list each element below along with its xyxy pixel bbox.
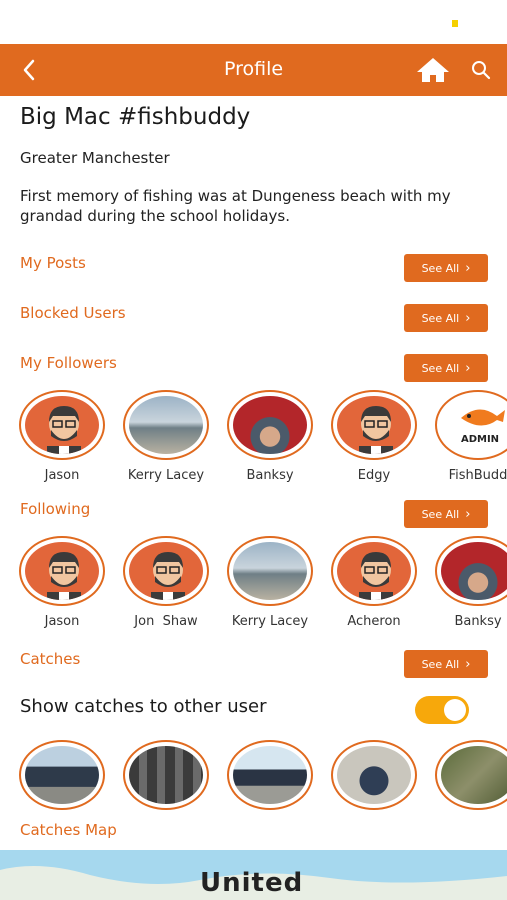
map-country-label: United bbox=[200, 868, 304, 898]
following-see-all-button[interactable] bbox=[404, 500, 488, 528]
following-name: Jon Shaw bbox=[134, 614, 198, 629]
cartoon-man-avatar-icon bbox=[25, 396, 99, 454]
catch-thumbnail bbox=[331, 740, 417, 810]
see-all-label: See All bbox=[421, 507, 460, 521]
blocked-users-label: Blocked Users bbox=[20, 304, 126, 322]
catch-thumbnail bbox=[227, 740, 313, 810]
follower-item[interactable] bbox=[114, 390, 218, 483]
catch-item[interactable] bbox=[10, 740, 114, 810]
cartoon-man-avatar-icon bbox=[337, 396, 411, 454]
home-button[interactable] bbox=[414, 54, 452, 86]
avatar bbox=[123, 390, 209, 460]
following-name: Banksy bbox=[454, 614, 502, 629]
page-title: Profile bbox=[223, 58, 284, 80]
following-item[interactable] bbox=[10, 536, 114, 629]
profile-bio: First memory of fishing was at Dungeness beach with my grandad during the school holidays. bbox=[20, 187, 451, 225]
chevron-right-icon: › bbox=[465, 260, 471, 276]
profile-name: Big Mac #fishbuddy bbox=[20, 104, 251, 130]
cartoon-man-avatar-icon bbox=[25, 542, 99, 600]
catches-label: Catches bbox=[20, 650, 81, 668]
rocks-photo-icon bbox=[441, 746, 507, 804]
van-road-photo-icon bbox=[233, 746, 307, 804]
man-stadium-photo-icon bbox=[441, 542, 507, 600]
follower-name: Edgy bbox=[357, 468, 391, 483]
svg-text:ADMIN: ADMIN bbox=[460, 434, 500, 445]
catches-list bbox=[0, 740, 507, 812]
followers-list bbox=[0, 390, 507, 500]
avatar bbox=[435, 390, 507, 460]
man-with-fish-photo-icon bbox=[337, 746, 411, 804]
my-followers-label: My Followers bbox=[20, 354, 117, 372]
show-catches-toggle[interactable] bbox=[415, 696, 469, 724]
status-indicator bbox=[452, 20, 458, 27]
fish-logo-icon bbox=[441, 396, 507, 454]
catch-thumbnail bbox=[123, 740, 209, 810]
following-item[interactable] bbox=[426, 536, 507, 629]
follower-item[interactable] bbox=[218, 390, 322, 483]
chevron-right-icon: › bbox=[465, 360, 471, 376]
catch-item[interactable] bbox=[114, 740, 218, 810]
catch-item[interactable] bbox=[322, 740, 426, 810]
avatar bbox=[227, 390, 313, 460]
beach-fishing-photo-icon bbox=[129, 396, 203, 454]
search-icon bbox=[471, 60, 491, 80]
follower-name: Jason bbox=[44, 468, 80, 483]
following-name: Kerry Lacey bbox=[231, 614, 309, 629]
my-posts-label: My Posts bbox=[20, 254, 86, 272]
catch-item[interactable] bbox=[218, 740, 322, 810]
see-all-label: See All bbox=[421, 657, 460, 671]
my-posts-see-all-button[interactable] bbox=[404, 254, 488, 282]
following-item[interactable] bbox=[218, 536, 322, 629]
see-all-label: See All bbox=[421, 261, 460, 275]
catches-see-all-button[interactable] bbox=[404, 650, 488, 678]
chevron-right-icon: › bbox=[465, 506, 471, 522]
follower-item[interactable] bbox=[10, 390, 114, 483]
beach-fishing-photo-icon bbox=[233, 542, 307, 600]
following-item[interactable] bbox=[114, 536, 218, 629]
top-navigation-bar bbox=[0, 44, 507, 96]
cartoon-man-avatar-icon bbox=[337, 542, 411, 600]
see-all-label: See All bbox=[421, 361, 460, 375]
profile-location: Greater Manchester bbox=[20, 149, 170, 167]
chevron-right-icon: › bbox=[465, 310, 471, 326]
home-icon bbox=[415, 56, 451, 84]
follower-item[interactable] bbox=[426, 390, 507, 483]
avatar bbox=[19, 536, 105, 606]
follower-name: Kerry Lacey bbox=[127, 468, 205, 483]
search-button[interactable] bbox=[466, 54, 496, 86]
blocked-users-see-all-button[interactable] bbox=[404, 304, 488, 332]
catch-thumbnail bbox=[19, 740, 105, 810]
follower-item[interactable] bbox=[322, 390, 426, 483]
group-photo-icon bbox=[129, 746, 203, 804]
follower-name: FishBudd bbox=[448, 468, 507, 483]
following-name: Jason bbox=[44, 614, 80, 629]
cartoon-man-avatar-icon bbox=[129, 542, 203, 600]
avatar bbox=[331, 390, 417, 460]
catch-item[interactable] bbox=[426, 740, 507, 810]
avatar bbox=[435, 536, 507, 606]
avatar bbox=[331, 536, 417, 606]
show-catches-label: Show catches to other user bbox=[20, 696, 267, 717]
following-item[interactable] bbox=[322, 536, 426, 629]
following-label: Following bbox=[20, 500, 91, 518]
toggle-knob bbox=[444, 699, 466, 721]
my-followers-see-all-button[interactable] bbox=[404, 354, 488, 382]
status-bar bbox=[0, 0, 507, 44]
see-all-label: See All bbox=[421, 311, 460, 325]
following-list bbox=[0, 536, 507, 646]
avatar bbox=[19, 390, 105, 460]
chevron-right-icon: › bbox=[465, 656, 471, 672]
catches-map[interactable] bbox=[0, 850, 507, 900]
avatar bbox=[227, 536, 313, 606]
follower-name: Banksy bbox=[246, 468, 294, 483]
van-photo-icon bbox=[25, 746, 99, 804]
following-name: Acheron bbox=[347, 614, 401, 629]
man-stadium-photo-icon bbox=[233, 396, 307, 454]
avatar bbox=[123, 536, 209, 606]
catches-map-label: Catches Map bbox=[20, 821, 117, 839]
catch-thumbnail bbox=[435, 740, 507, 810]
